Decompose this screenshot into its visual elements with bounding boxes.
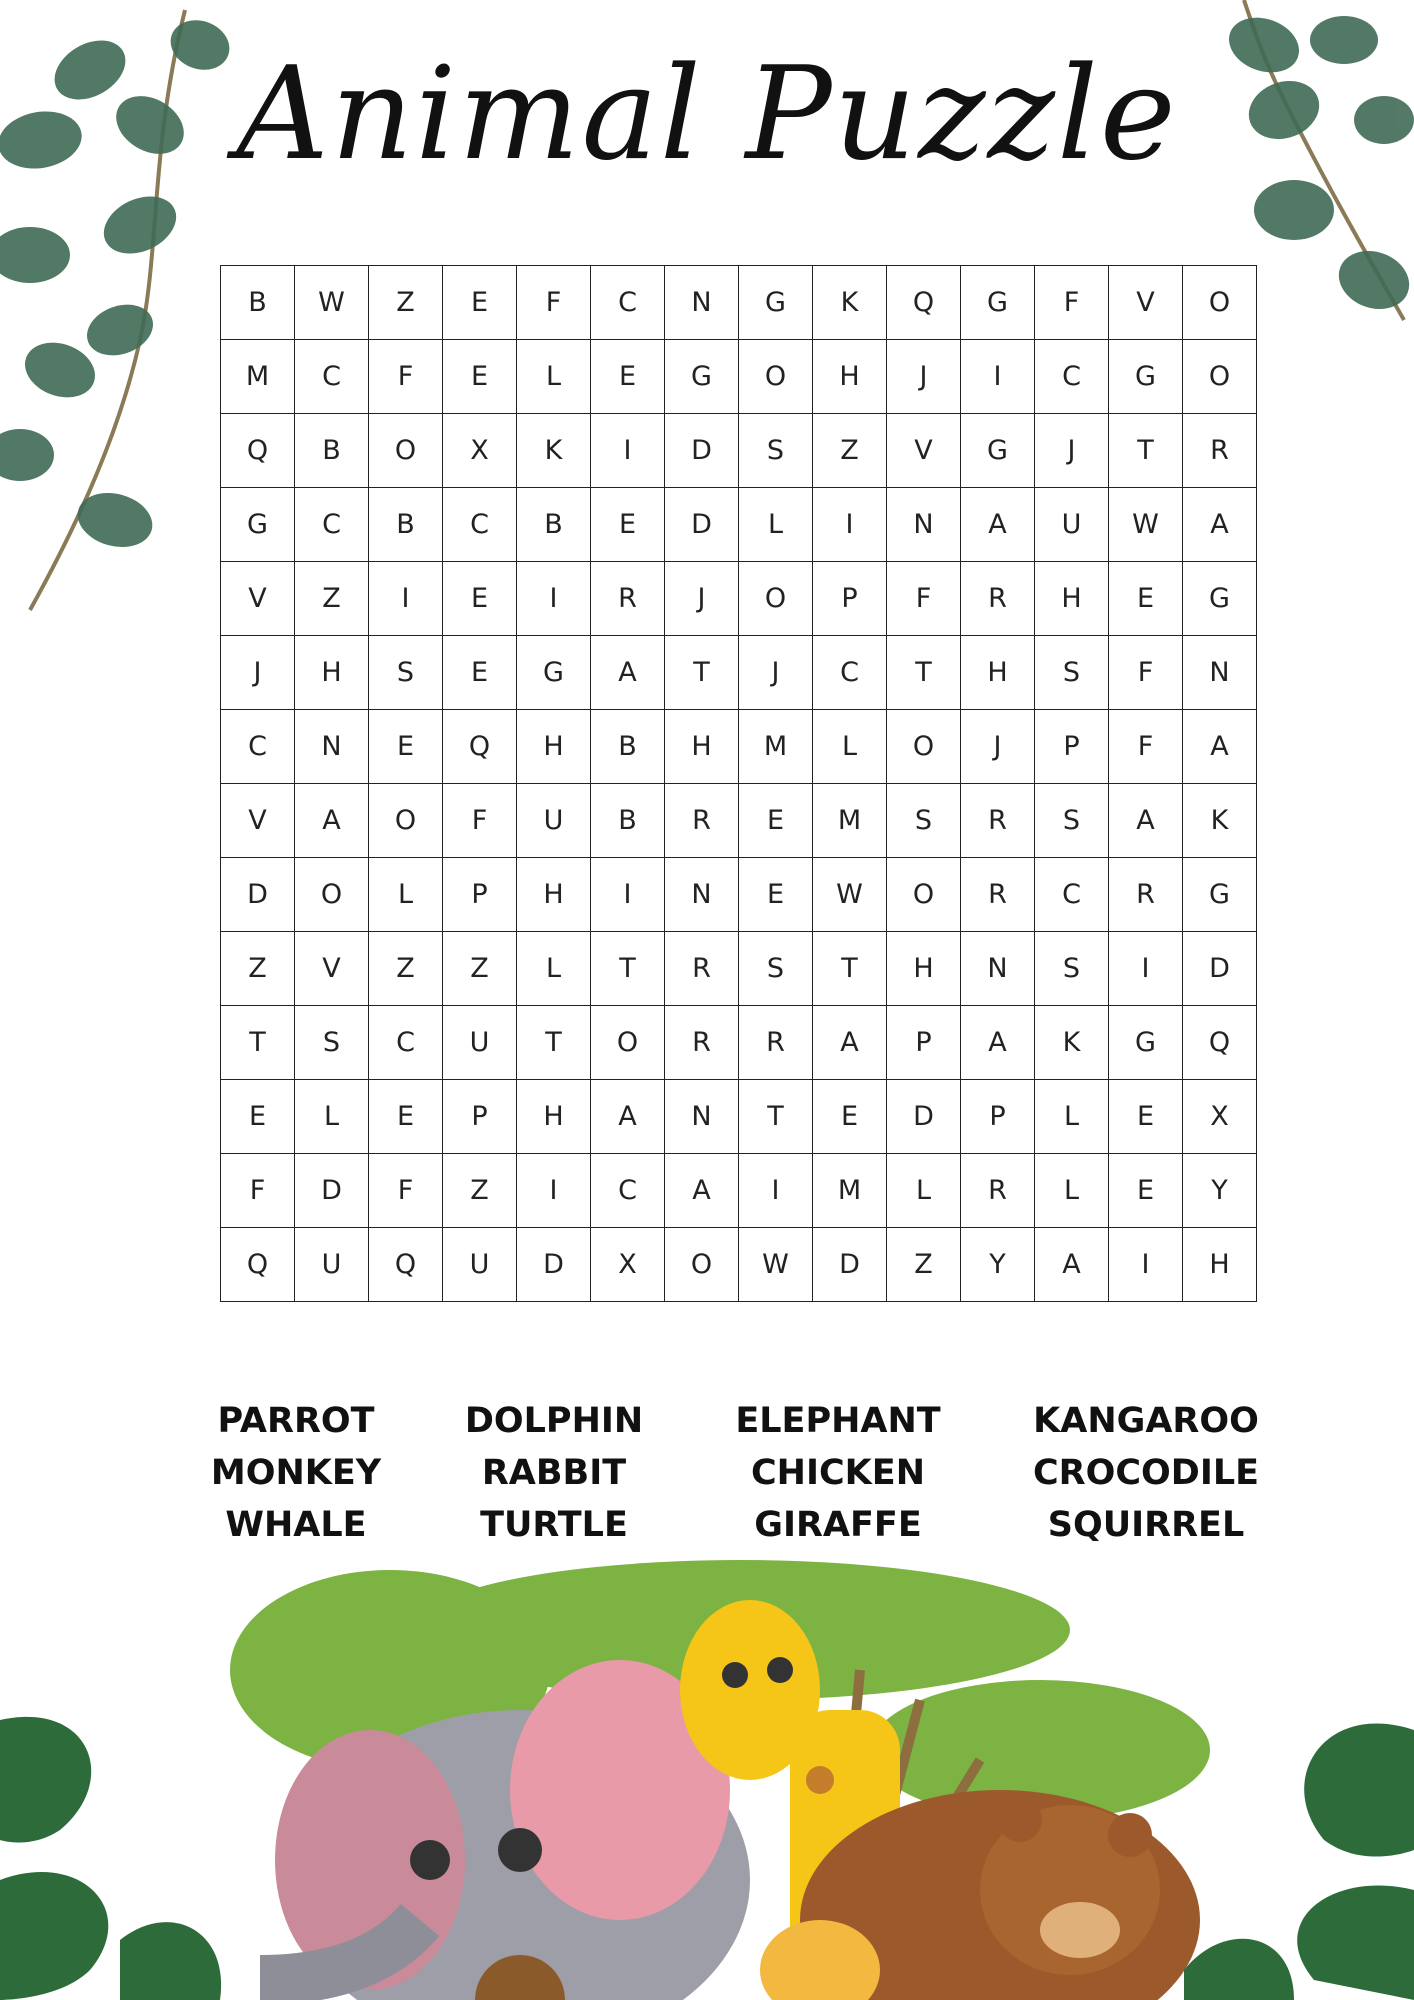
grid-cell[interactable]: N [665,1080,739,1154]
grid-cell[interactable]: V [295,932,369,1006]
grid-cell[interactable]: E [813,1080,887,1154]
grid-cell[interactable]: D [1183,932,1257,1006]
grid-cell[interactable]: F [369,340,443,414]
grid-cell[interactable]: O [591,1006,665,1080]
grid-cell[interactable]: G [1183,562,1257,636]
grid-cell[interactable]: Y [1183,1154,1257,1228]
grid-cell[interactable]: G [961,414,1035,488]
grid-cell[interactable]: I [517,1154,591,1228]
word-item: TURTLE [480,1505,628,1545]
grid-cell[interactable]: J [739,636,813,710]
page-title: Animal Puzzle [236,40,1178,189]
grid-cell[interactable]: F [887,562,961,636]
grid-cell[interactable]: H [887,932,961,1006]
grid-cell[interactable]: T [221,1006,295,1080]
word-column-4 [1016,1395,1276,1551]
grid-row [221,488,1257,562]
grid-cell[interactable]: R [1183,414,1257,488]
monstera-right-decoration [1184,1700,1414,2000]
grid-cell[interactable]: E [443,340,517,414]
grid-cell[interactable]: O [739,340,813,414]
grid-cell[interactable]: T [1109,414,1183,488]
word-item: RABBIT [481,1453,627,1493]
grid-cell[interactable]: D [517,1228,591,1302]
grid-cell[interactable]: E [1109,1154,1183,1228]
grid-cell[interactable]: H [665,710,739,784]
grid-row [221,1080,1257,1154]
grid-cell[interactable]: X [443,414,517,488]
grid-cell[interactable]: B [517,488,591,562]
grid-cell[interactable]: W [295,266,369,340]
grid-cell[interactable]: R [665,932,739,1006]
grid-cell[interactable]: J [221,636,295,710]
word-item: ELEPHANT [735,1401,941,1441]
grid-cell[interactable]: M [739,710,813,784]
grid-cell[interactable]: T [887,636,961,710]
grid-cell[interactable]: B [221,266,295,340]
grid-cell[interactable]: J [887,340,961,414]
grid-cell[interactable]: E [443,562,517,636]
grid-cell[interactable]: U [443,1228,517,1302]
grid-cell[interactable]: X [591,1228,665,1302]
grid-cell[interactable]: J [665,562,739,636]
grid-row [221,932,1257,1006]
grid-cell[interactable]: L [295,1080,369,1154]
grid-cell[interactable]: F [221,1154,295,1228]
grid-cell[interactable]: I [739,1154,813,1228]
grid-cell[interactable]: J [1035,414,1109,488]
grid-cell[interactable]: Z [887,1228,961,1302]
grid-cell[interactable]: F [443,784,517,858]
grid-cell[interactable]: V [1109,266,1183,340]
grid-cell[interactable]: S [887,784,961,858]
grid-cell[interactable]: R [961,858,1035,932]
grid-cell[interactable]: L [1035,1154,1109,1228]
grid-cell[interactable]: S [369,636,443,710]
grid-cell[interactable]: I [591,858,665,932]
grid-cell[interactable]: W [813,858,887,932]
grid-cell[interactable]: I [591,414,665,488]
grid-cell[interactable]: D [665,488,739,562]
grid-cell[interactable]: W [1109,488,1183,562]
grid-cell[interactable]: E [443,266,517,340]
grid-cell[interactable]: L [369,858,443,932]
grid-cell[interactable]: B [295,414,369,488]
grid-cell[interactable]: Q [887,266,961,340]
grid-cell[interactable]: U [295,1228,369,1302]
grid-cell[interactable]: M [221,340,295,414]
grid-row [221,710,1257,784]
grid-row [221,414,1257,488]
grid-cell[interactable]: U [1035,488,1109,562]
grid-cell[interactable]: G [961,266,1035,340]
grid-cell[interactable]: A [591,1080,665,1154]
grid-cell[interactable]: R [1109,858,1183,932]
grid-cell[interactable]: H [1035,562,1109,636]
word-item: PARROT [217,1401,375,1441]
grid-cell[interactable]: O [887,858,961,932]
grid-cell[interactable]: R [665,1006,739,1080]
animals-illustration [220,1560,1220,2000]
grid-cell[interactable]: C [369,1006,443,1080]
grid-cell[interactable]: A [961,488,1035,562]
grid-cell[interactable]: C [295,488,369,562]
grid-cell[interactable]: I [961,340,1035,414]
grid-cell[interactable]: A [295,784,369,858]
grid-cell[interactable]: G [517,636,591,710]
grid-cell[interactable]: F [517,266,591,340]
grid-row [221,1006,1257,1080]
grid-cell[interactable]: Q [369,1228,443,1302]
grid-cell[interactable]: C [443,488,517,562]
grid-cell[interactable]: A [961,1006,1035,1080]
grid-cell[interactable]: B [591,784,665,858]
grid-cell[interactable]: T [517,1006,591,1080]
grid-cell[interactable]: I [813,488,887,562]
grid-cell[interactable]: T [665,636,739,710]
grid-row [221,636,1257,710]
grid-cell[interactable]: E [369,710,443,784]
grid-cell[interactable]: O [1183,340,1257,414]
grid-cell[interactable]: P [961,1080,1035,1154]
grid-cell[interactable]: B [369,488,443,562]
grid-cell[interactable]: Z [295,562,369,636]
grid-cell[interactable]: A [1109,784,1183,858]
grid-cell[interactable]: L [887,1154,961,1228]
grid-cell[interactable]: H [813,340,887,414]
grid-row [221,1154,1257,1228]
grid-cell[interactable]: A [591,636,665,710]
grid-cell[interactable]: O [739,562,813,636]
grid-cell[interactable]: R [591,562,665,636]
grid-cell[interactable]: Z [813,414,887,488]
grid-cell[interactable]: Q [221,1228,295,1302]
word-item: KANGAROO [1033,1401,1259,1441]
grid-cell[interactable]: P [443,1080,517,1154]
grid-cell[interactable]: N [887,488,961,562]
grid-cell[interactable]: E [369,1080,443,1154]
word-item: DOLPHIN [464,1401,644,1441]
grid-cell[interactable]: T [739,1080,813,1154]
grid-cell[interactable]: E [591,340,665,414]
grid-cell[interactable]: H [1183,1228,1257,1302]
grid-cell[interactable]: R [961,562,1035,636]
grid-cell[interactable]: H [517,1080,591,1154]
monstera-left-decoration [0,1700,230,2000]
grid-cell[interactable]: S [1035,784,1109,858]
grid-cell[interactable]: Z [443,1154,517,1228]
grid-cell[interactable]: K [813,266,887,340]
grid-cell[interactable]: G [221,488,295,562]
grid-row [221,858,1257,932]
grid-cell[interactable]: P [443,858,517,932]
grid-cell[interactable]: U [443,1006,517,1080]
grid-cell[interactable]: K [1035,1006,1109,1080]
grid-cell[interactable]: O [665,1228,739,1302]
grid-cell[interactable]: O [369,414,443,488]
grid-cell[interactable]: D [887,1080,961,1154]
grid-cell[interactable]: L [517,932,591,1006]
grid-cell[interactable]: Z [369,932,443,1006]
word-item: SQUIRREL [1047,1505,1245,1545]
grid-cell[interactable]: N [665,858,739,932]
grid-cell[interactable]: L [813,710,887,784]
grid-row [221,562,1257,636]
grid-cell[interactable]: L [1035,1080,1109,1154]
grid-cell[interactable]: C [221,710,295,784]
grid-cell[interactable]: O [1183,266,1257,340]
grid-cell[interactable]: H [517,858,591,932]
grid-cell[interactable]: Q [221,414,295,488]
grid-cell[interactable]: H [295,636,369,710]
word-item: WHALE [225,1505,367,1545]
grid-cell[interactable]: R [961,1154,1035,1228]
grid-cell[interactable]: R [961,784,1035,858]
grid-cell[interactable]: G [1109,340,1183,414]
grid-cell[interactable]: A [813,1006,887,1080]
grid-cell[interactable]: V [887,414,961,488]
grid-cell[interactable]: L [739,488,813,562]
grid-cell[interactable]: A [665,1154,739,1228]
word-search-grid [220,265,1257,1302]
grid-cell[interactable]: C [1035,858,1109,932]
grid-cell[interactable]: E [443,636,517,710]
grid-cell[interactable]: I [1109,932,1183,1006]
grid-cell[interactable]: O [295,858,369,932]
grid-cell[interactable]: K [1183,784,1257,858]
grid-cell[interactable]: C [591,1154,665,1228]
grid-cell[interactable]: X [1183,1080,1257,1154]
grid-cell[interactable]: Q [1183,1006,1257,1080]
word-item: CHICKEN [750,1453,925,1493]
grid-cell[interactable]: I [369,562,443,636]
grid-row [221,1228,1257,1302]
word-item: CROCODILE [1032,1453,1260,1493]
grid-cell[interactable]: D [295,1154,369,1228]
grid-cell[interactable]: N [1183,636,1257,710]
grid-cell[interactable]: C [813,636,887,710]
grid-cell[interactable]: D [813,1228,887,1302]
grid-cell[interactable]: S [295,1006,369,1080]
grid-cell[interactable]: E [221,1080,295,1154]
grid-cell[interactable]: F [369,1154,443,1228]
grid-cell[interactable]: L [517,340,591,414]
grid-cell[interactable]: F [1109,636,1183,710]
word-item: MONKEY [210,1453,382,1493]
grid-row [221,340,1257,414]
grid-cell[interactable]: V [221,562,295,636]
grid-cell[interactable]: S [1035,932,1109,1006]
grid-cell[interactable]: C [591,266,665,340]
grid-cell[interactable]: S [1035,636,1109,710]
grid-cell[interactable]: S [739,932,813,1006]
grid-cell[interactable]: D [221,858,295,932]
grid-cell[interactable]: D [665,414,739,488]
grid-cell[interactable]: E [739,784,813,858]
grid-cell[interactable]: R [739,1006,813,1080]
grid-cell[interactable]: G [739,266,813,340]
grid-row [221,784,1257,858]
grid-cell[interactable]: O [887,710,961,784]
grid-cell[interactable]: E [1109,1080,1183,1154]
grid-cell[interactable]: B [591,710,665,784]
grid-cell[interactable]: Z [221,932,295,1006]
grid-cell[interactable]: P [887,1006,961,1080]
grid-cell[interactable]: E [1109,562,1183,636]
word-column-2 [424,1395,684,1551]
word-column-3 [708,1395,968,1551]
grid-cell[interactable]: V [221,784,295,858]
grid-cell[interactable]: S [739,414,813,488]
grid-cell[interactable]: E [739,858,813,932]
grid-cell[interactable]: Z [443,932,517,1006]
grid-cell[interactable]: T [813,932,887,1006]
grid-cell[interactable]: I [517,562,591,636]
grid-cell[interactable]: A [1183,710,1257,784]
grid-cell[interactable]: A [1035,1228,1109,1302]
grid-cell[interactable]: Y [961,1228,1035,1302]
grid-cell[interactable]: R [665,784,739,858]
grid-cell[interactable]: H [961,636,1035,710]
word-item: GIRAFFE [754,1505,922,1545]
grid-cell[interactable]: M [813,1154,887,1228]
grid-cell[interactable]: T [591,932,665,1006]
grid-cell[interactable]: I [1109,1228,1183,1302]
grid-cell[interactable]: M [813,784,887,858]
grid-cell[interactable]: J [961,710,1035,784]
grid-cell[interactable]: P [813,562,887,636]
grid-cell[interactable]: F [1035,266,1109,340]
grid-cell[interactable]: G [1109,1006,1183,1080]
word-column-1 [166,1395,426,1551]
grid-cell[interactable]: N [961,932,1035,1006]
grid-cell[interactable]: U [517,784,591,858]
grid-cell[interactable]: G [1183,858,1257,932]
grid-row [221,266,1257,340]
grid-cell[interactable]: F [1109,710,1183,784]
grid-cell[interactable]: W [739,1228,813,1302]
grid-cell[interactable]: O [369,784,443,858]
grid-cell[interactable]: K [517,414,591,488]
grid-cell[interactable]: N [665,266,739,340]
grid-cell[interactable]: C [295,340,369,414]
grid-cell[interactable]: P [1035,710,1109,784]
grid-cell[interactable]: H [517,710,591,784]
grid-cell[interactable]: C [1035,340,1109,414]
grid-cell[interactable]: G [665,340,739,414]
grid-cell[interactable]: A [1183,488,1257,562]
grid-cell[interactable]: Z [369,266,443,340]
grid-cell[interactable]: Q [443,710,517,784]
grid-cell[interactable]: E [591,488,665,562]
grid-cell[interactable]: N [295,710,369,784]
